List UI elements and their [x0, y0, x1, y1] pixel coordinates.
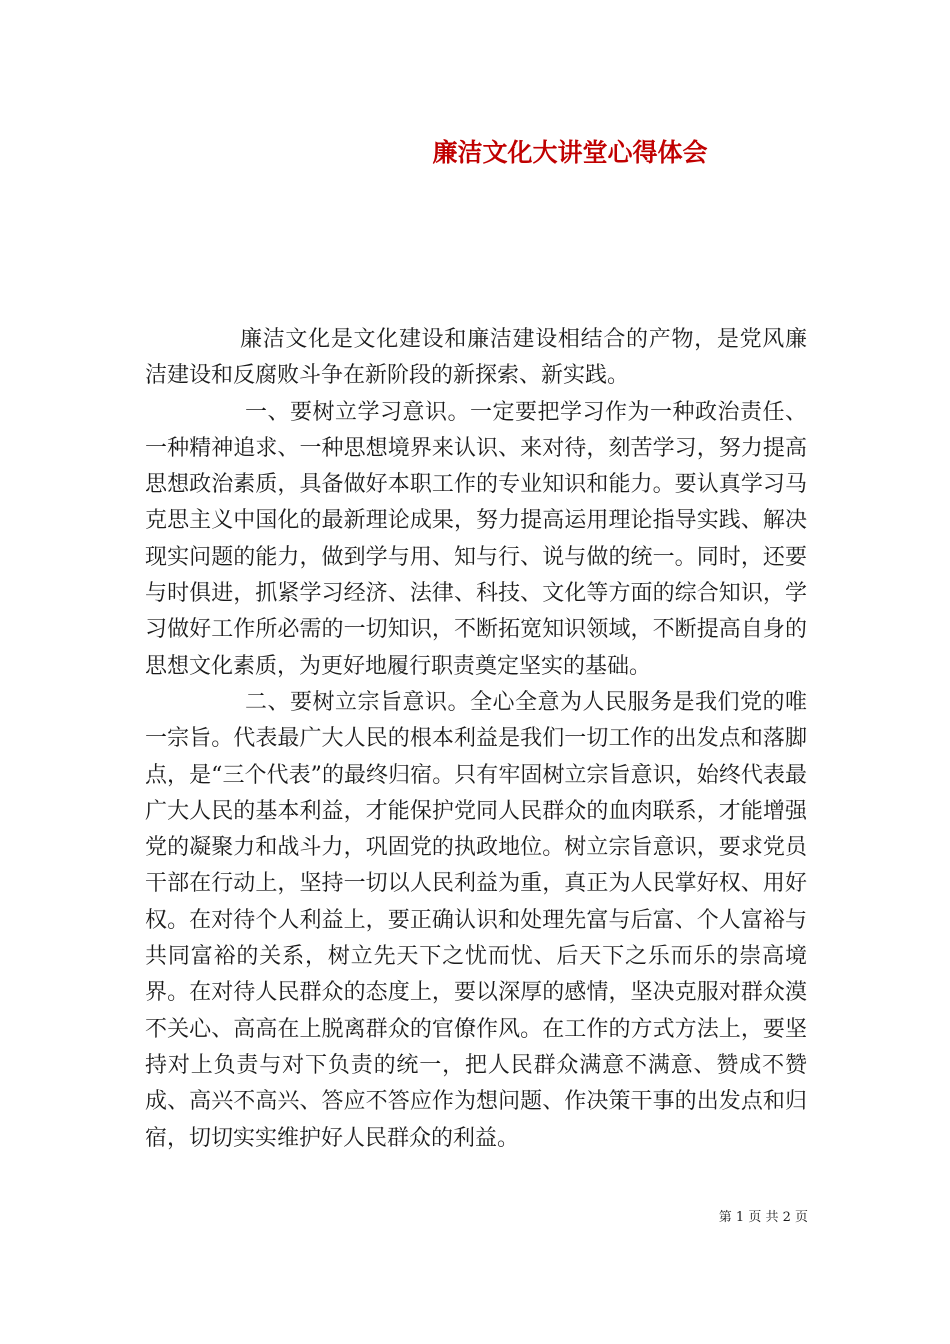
paragraph-purpose-awareness: 二、要树立宗旨意识。全心全意为人民服务是我们党的唯一宗旨。代表最广大人民的根本利益是我们一切工作的出发点和落脚点，是“三个代表”的最终归宿。只有牢固树立宗旨意识，始终代表最广大人民的基本利益，才能保护党同人民群众的血肉联系，才能增强党的凝聚力和战斗力，巩固党的执政地位。树立宗旨意识，要求党员干部在行动上，坚持一切以人民利益为重，真正为人民掌好权、用好权。在对待个人利益上，要正确认识和处理先富与后富、个人富裕与共同富裕的关系，树立先天下之忧而忧、后天下之乐而乐的崇高境界。在对待人民群众的态度上，要以深厚的感情，坚决克服对群众漠不关心、高高在上脱离群众的官僚作风。在工作的方式方法上，要坚持对上负责与对下负责的统一，把人民群众满意不满意、赞成不赞成、高兴不高兴、答应不答应作为想问题、作决策干事的出发点和归宿，切切实实维护好人民群众的利益。 — [145, 689, 807, 1151]
page-number-footer: 第 1 页 共 2 页 — [718, 1210, 808, 1225]
paragraph-learning-awareness: 一、要树立学习意识。一定要把学习作为一种政治责任、一种精神追求、一种思想境界来认识、来对待，刻苦学习，努力提高思想政治素质，具备做好本职工作的专业知识和能力。要认真学习马克思主义中国化的最新理论成果，努力提高运用理论指导实践、解决现实问题的能力，做到学与用、知与行、说与做的统一。同时，还要与时俱进，抓紧学习经济、法律、科技、文化等方面的综合知识，学习做好工作所必需的一切知识，不断拓宽知识领域，不断提高自身的思想文化素质，为更好地履行职责奠定坚实的基础。 — [145, 399, 807, 679]
document-title: 廉洁文化大讲堂心得体会 — [432, 138, 708, 167]
document-body — [145, 322, 807, 1157]
paragraph-intro: 廉洁文化是文化建设和廉洁建设相结合的产物，是党风廉洁建设和反腐败斗争在新阶段的新探索、新实践。 — [145, 327, 807, 389]
